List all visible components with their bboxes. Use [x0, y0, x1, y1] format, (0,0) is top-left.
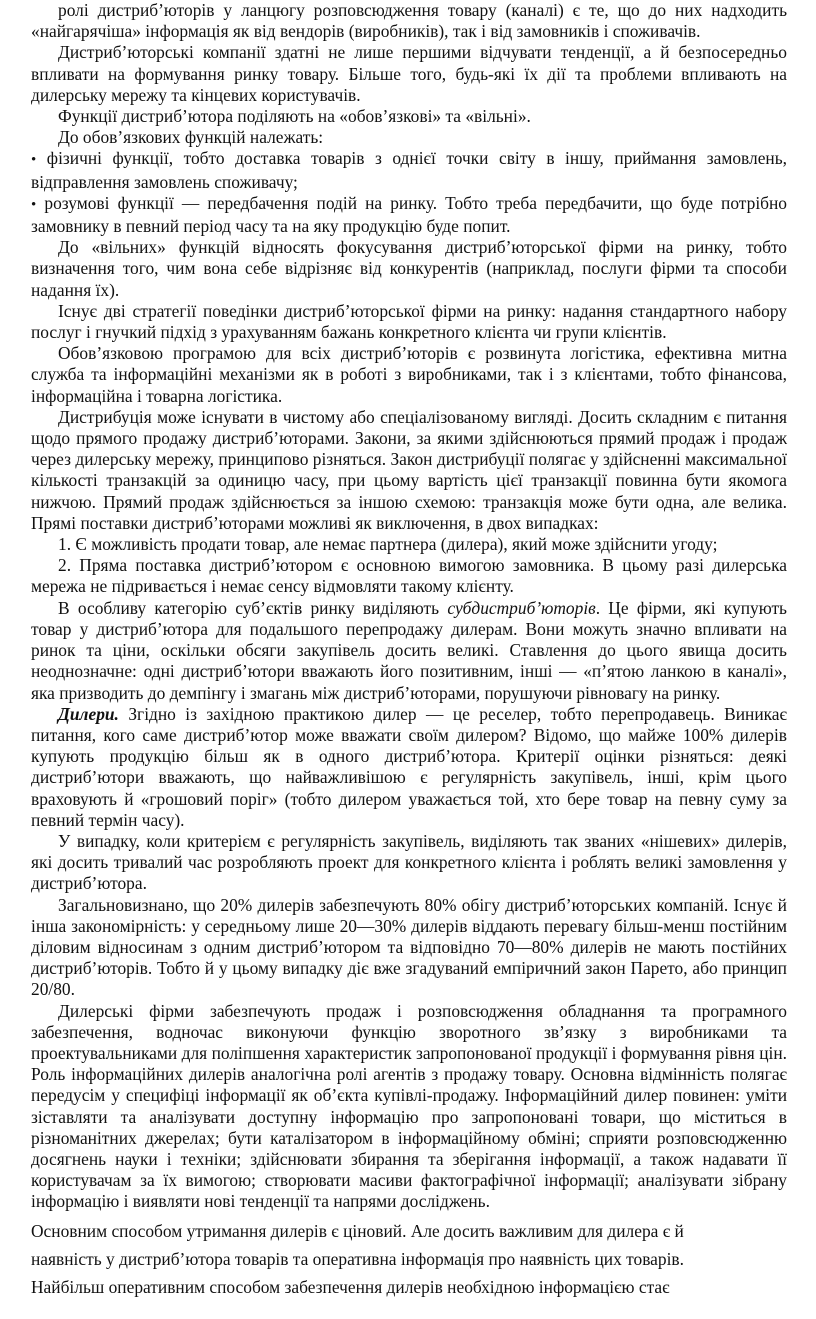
list-item: 2. Пряма поставка дистриб’ютором є основною вимогою замовника. В цьому разі дилерська мережа не підривається і немає сенсу відмовляти такому клієнту. [31, 555, 787, 597]
paragraph: Загальновизнано, що 20% дилерів забезпечують 80% обігу дистриб’юторських компаній. Існує й інша закономірність: у середньому лише 20—30% дилерів віддають перевагу більш-менш постійним діловим відносинам з одним дистриб’ютором та відповідно 70—80% дилерів не мають постійних дистриб’юторів. Тобто й у цьому випадку діє вже згадуваний емпіричний закон Парето, або принцип 20/80. [31, 894, 787, 1000]
bullet-item [31, 148, 787, 192]
text-run: . Це фірми, які купують товар у дистриб’ютора для подальшого перепродажу дилерам. Вони можуть значно впливати на ринок та ціни, оскільки обсяги закупівель досить великі. Ставлення до цього явища досить неоднозначне: одні дистриб’ютори вважають його позитивним, інші — «п’ятою ланкою в каналі», яка призводить до демпінгу і змагань між дистриб’юторами, порушуючи рівновагу на ринку. [31, 597, 787, 703]
paragraph: Дистриб’юторські компанії здатні не лише першими відчувати тенденції, а й безпосередньо впливати на формування ринку товару. Більше того, будь-які їх дії та проблеми впливають на дилерську мережу та кінцевих користувачів. [31, 42, 787, 105]
paragraph: У випадку, коли критерієм є регулярність закупівель, виділяють так званих «нішевих» дилерів, які досить тривалий час розробляють проект для конкретного клієнта і роблять великі замовлення у дистриб’ютора. [31, 830, 787, 894]
bullet-icon: • [31, 196, 37, 213]
bullet-text: фізичні функції, тобто доставка товарів з однієї точки світу в іншу, приймання замовлень, відправлення замовлень споживачу; [31, 148, 787, 192]
paragraph [31, 598, 787, 704]
paragraph: Основним способом утримання дилерів є ціновий. Але досить важливим для дилера є й [31, 1220, 684, 1241]
paragraph: Дистрибуція може існувати в чистому або спеціалізованому вигляді. Досить складним є питання щодо прямого продажу дистриб’юторами. Закони, за якими здійснюються прямий продаж і продаж через дилерську мережу, принципово різняться. Закон дистрибуції полягає у здійсненні максимальної кількості транзакцій за одиницю часу, при цьому вартість цієї транзакції повинна бути якомога нижчою. Прямий продаж здійснюється за іншою схемою: транзакція може бути одна, але велика. Прямі поставки дистриб’юторами можливі як виключення, в двох випадках: [31, 406, 787, 533]
paragraph: Дилерські фірми забезпечують продаж і розповсюдження обладнання та програмного забезпечення, водночас виконуючи функцію зворотного зв’язку з виробниками та проектувальниками для поліпшення характеристик запропонованої продукції і формування рівня цін. Роль інформаційних дилерів аналогічна ролі агентів з продажу товару. Основна відмінність полягає передусім у специфіці інформації як об’єкта купівлі-продажу. Інформаційний дилер повинен: уміти зіставляти та аналізувати доступну інформацію про запропоновані товари, що міститься в різноманітних джерелах; бути каталізатором в інформаційному обміні; сприяти розповсюдженню досягнень науки і техніки; здійснювати збирання та зберігання інформації, а також надавати її користувачам за їх вимогою; створювати масиви фактографічної інформації; аналізувати зібрану інформацію і виявляти нові тенденції та напрями досліджень. [31, 1000, 787, 1212]
bullet-icon: • [31, 152, 37, 169]
bullet-text: розумові функції — передбачення подій на ринку. Тобто треба передбачити, що буде потрібно замовнику в певний період часу та на яку продукцію буде попит. [31, 192, 787, 237]
paragraph: До обов’язкових функцій належать: [58, 127, 324, 148]
paragraph: До «вільних» функцій відносять фокусування дистриб’юторської фірми на ринку, тобто визначення того, чим вона себе відрізняє від конкурентів (наприклад, послуги фірми та способи надання їх). [31, 237, 787, 300]
paragraph [31, 704, 787, 831]
text-run: Згідно із західною практикою дилер — це реселер, тобто перепродавець. Виникає питання, кого саме дистриб’ютор може вважати своїм дилером? Відомо, що майже 100% дилерів купують продукцію більш як в одного дистриб’ютора. Критерії оцінки різняться: деякі дистриб’ютори вважають, що найважливішою є регулярність закупівель, інші, крім цього враховують й «грошовий поріг» (тобто дилером уважається той, хто бере товар на певну суму за певний термін часу). [31, 703, 787, 830]
paragraph: ролі дистриб’юторів у ланцюгу розповсюдження товару (каналі) є те, що до них надходить «найгарячіша» інформація як від вендорів (виробників), так і від замовників і споживачів. [31, 0, 787, 42]
paragraph: Найбільш оперативним способом забезпечення дилерів необхідною інформацією стає [31, 1276, 670, 1297]
paragraph: Існує дві стратегії поведінки дистриб’юторської фірми на ринку: надання стандартного набору послуг і гнучкий підхід з урахуванням бажань конкретного клієнта чи групи клієнтів. [31, 300, 787, 343]
emphasis-term: субдистриб’юторів [447, 597, 596, 618]
text-run: В особливу категорію суб’єктів ринку виділяють [58, 597, 448, 618]
list-item: 1. Є можливість продати товар, але немає партнера (дилера), який може здійснити угоду; [58, 534, 718, 555]
section-heading-inline: Дилери. [58, 703, 119, 724]
bullet-item [31, 193, 787, 237]
paragraph: Обов’язковою програмою для всіх дистриб’юторів є розвинута логістика, ефективна митна служба та інформаційні механізми як в роботі з виробниками, так і з клієнтами, тобто фінансова, інформаційна і товарна логістика. [31, 343, 787, 406]
paragraph: Функції дистриб’ютора поділяють на «обов’язкові» та «вільні». [58, 106, 531, 127]
paragraph: наявність у дистриб’ютора товарів та оперативна інформація про наявність цих товарів. [31, 1248, 684, 1269]
